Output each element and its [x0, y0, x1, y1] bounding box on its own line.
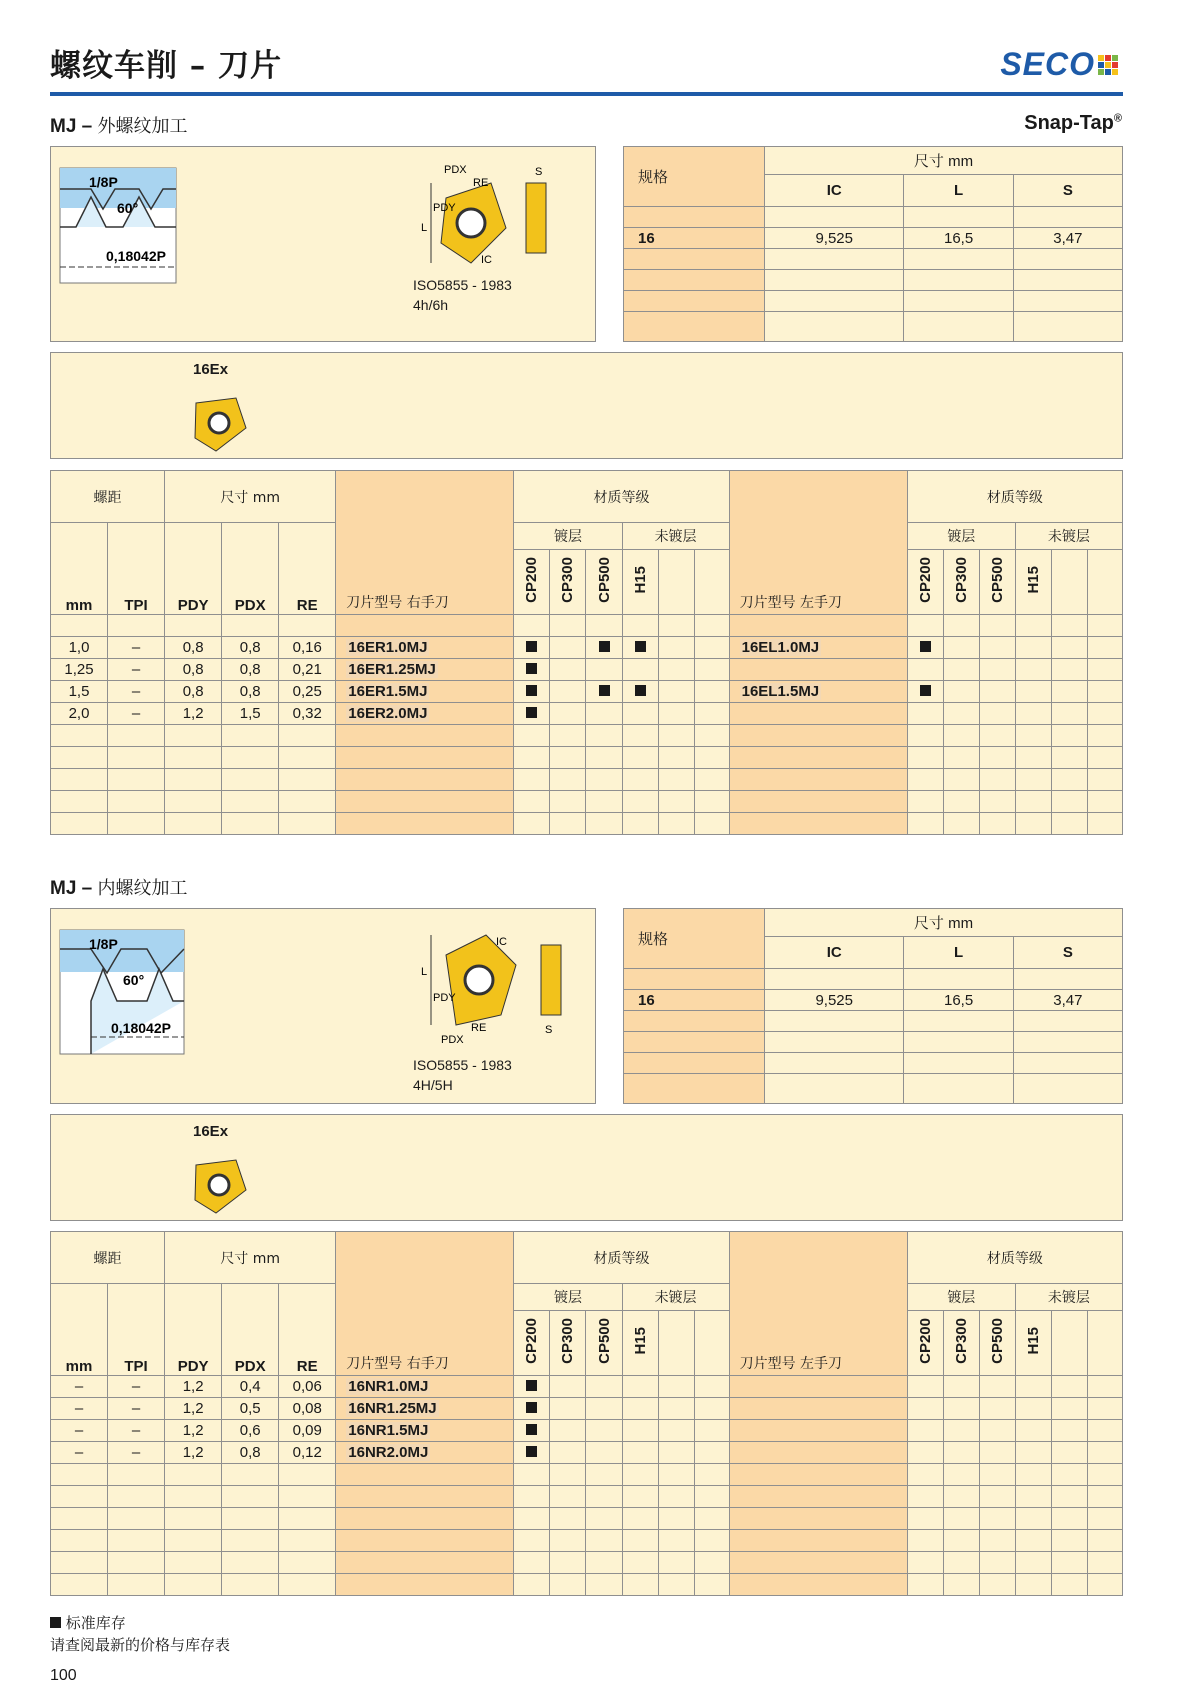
table-row — [51, 747, 1123, 769]
insert-code-left[interactable]: 16EL1.0MJ — [729, 637, 907, 659]
insert-type-panel-internal: 16Ex — [50, 1114, 1123, 1221]
snap-tap-label: Snap-Tap® — [1024, 112, 1122, 134]
insert-code-left — [729, 1398, 907, 1420]
table-row — [51, 725, 1123, 747]
svg-text:0,18042P: 0,18042P — [106, 248, 166, 264]
uncoated-header: 未镀层 — [622, 523, 729, 550]
insert-code-left — [729, 659, 907, 681]
grade-header: CP300 — [559, 557, 577, 603]
table-row — [51, 1552, 1123, 1574]
svg-text:L: L — [421, 966, 428, 978]
pitch-header: 螺距 — [51, 1232, 165, 1284]
insert-code-right[interactable]: 16NR1.5MJ — [336, 1420, 514, 1442]
stock-square-icon — [526, 707, 537, 718]
uncoated-header: 未镀层 — [1015, 1284, 1122, 1311]
table-row: – – 1,2 0,5 0,08 16NR1.25MJ — [51, 1398, 1123, 1420]
svg-text:RE: RE — [473, 177, 489, 189]
dims-header: 尺寸 mm — [165, 471, 336, 523]
grade-header: CP500 — [988, 1318, 1006, 1364]
stock-square-icon — [599, 685, 610, 696]
table-row — [51, 1574, 1123, 1596]
insert-code-right[interactable]: 16ER1.0MJ — [336, 637, 514, 659]
material-header: 材质等级 — [514, 471, 729, 523]
tolerance-class-internal: 4H/5H — [413, 1077, 453, 1093]
table-row: 1,25 – 0,8 0,8 0,21 16ER1.25MJ — [51, 659, 1123, 681]
col-pdx: PDX — [222, 1284, 279, 1376]
stock-square-icon — [526, 1380, 537, 1391]
seco-logo — [1000, 46, 1118, 83]
dims-header: 尺寸 mm — [165, 1232, 336, 1284]
table-row — [51, 1464, 1123, 1486]
stock-square-icon — [635, 685, 646, 696]
left-hand-header: 刀片型号 左手刀 — [729, 1232, 907, 1376]
section-title-external: MJ – 外螺纹加工 — [50, 116, 188, 137]
svg-text:PDY: PDY — [433, 992, 456, 1004]
insert-code-right[interactable]: 16ER1.5MJ — [336, 681, 514, 703]
stock-square-icon — [526, 1424, 537, 1435]
col-re: RE — [279, 1284, 336, 1376]
svg-text:L: L — [421, 222, 428, 234]
col-pdx: PDX — [222, 523, 279, 615]
page-title: 螺纹车削 – 刀片 — [50, 48, 283, 84]
svg-text:IC: IC — [481, 254, 492, 266]
legend: 标准库存 — [50, 1612, 126, 1633]
stock-square-icon — [526, 1402, 537, 1413]
price-stock-note: 请查阅最新的价格与库存表 — [50, 1636, 231, 1654]
dims-group-header: 尺寸 mm — [765, 147, 1123, 175]
left-hand-header: 刀片型号 左手刀 — [729, 471, 907, 615]
insert-code-left — [729, 1442, 907, 1464]
grade-header: CP500 — [988, 557, 1006, 603]
page-number: 100 — [50, 1667, 77, 1684]
insert-code-right[interactable]: 16NR1.25MJ — [336, 1398, 514, 1420]
grade-header: CP200 — [916, 557, 934, 603]
uncoated-header: 未镀层 — [622, 1284, 729, 1311]
insert-code-right[interactable]: 16ER1.25MJ — [336, 659, 514, 681]
stock-square-icon — [526, 663, 537, 674]
table-row — [51, 1508, 1123, 1530]
grade-header: CP300 — [952, 1318, 970, 1364]
table-row: – – 1,2 0,8 0,12 16NR2.0MJ — [51, 1442, 1123, 1464]
table-row — [51, 1530, 1123, 1552]
table-row: – – 1,2 0,4 0,06 16NR1.0MJ — [51, 1376, 1123, 1398]
svg-text:S: S — [545, 1024, 553, 1036]
diagram-panel-external — [50, 146, 596, 342]
spec-header: 规格 — [624, 147, 765, 207]
insert-table-internal — [50, 1231, 1123, 1596]
uncoated-header: 未镀层 — [1015, 523, 1122, 550]
col-tpi: TPI — [108, 523, 165, 615]
insert-drawing-internal — [411, 915, 581, 1045]
svg-text:PDX: PDX — [444, 164, 467, 176]
stock-square-icon — [526, 685, 537, 696]
stock-square-icon — [920, 641, 931, 652]
svg-text:PDX: PDX — [441, 1034, 464, 1045]
insert-code-right[interactable]: 16NR2.0MJ — [336, 1442, 514, 1464]
section-title-internal: MJ – 内螺纹加工 — [50, 878, 188, 899]
iso-standard: ISO5855 - 1983 — [413, 277, 512, 293]
table-row — [51, 769, 1123, 791]
col-mm: mm — [51, 523, 108, 615]
svg-text:PDY: PDY — [433, 202, 456, 214]
svg-text:60°: 60° — [117, 200, 139, 216]
svg-text:IC: IC — [496, 936, 507, 948]
grade-header: H15 — [631, 566, 649, 594]
coated-header: 镀层 — [514, 523, 622, 550]
insert-icon — [191, 393, 251, 453]
right-hand-header: 刀片型号 右手刀 — [336, 1232, 514, 1376]
grade-header: H15 — [631, 1327, 649, 1355]
table-row — [51, 813, 1123, 835]
grade-header: CP200 — [523, 1318, 541, 1364]
stock-square-icon — [599, 641, 610, 652]
table-row — [51, 1486, 1123, 1508]
grade-header: H15 — [1024, 566, 1042, 594]
grade-header: CP500 — [595, 557, 613, 603]
col-pdy: PDY — [165, 1284, 222, 1376]
svg-text:RE: RE — [471, 1022, 487, 1034]
pitch-header: 螺距 — [51, 471, 165, 523]
insert-code-left — [729, 1376, 907, 1398]
insert-table-external — [50, 470, 1123, 835]
col-re: RE — [279, 523, 336, 615]
brand-name: SECO — [1000, 46, 1095, 82]
dimensions-table-external: 规格 尺寸 mm IC L S 16 9,525 16,5 3,47 — [623, 146, 1123, 342]
col-pdy: PDY — [165, 523, 222, 615]
material-header: 材质等级 — [907, 471, 1122, 523]
svg-text:1/8P: 1/8P — [89, 936, 118, 952]
grade-header: CP300 — [559, 1318, 577, 1364]
tolerance-class: 4h/6h — [413, 297, 449, 313]
svg-text:60°: 60° — [123, 972, 145, 988]
coated-header: 镀层 — [907, 1284, 1015, 1311]
insert-code-right[interactable]: 16ER2.0MJ — [336, 703, 514, 725]
coated-header: 镀层 — [514, 1284, 622, 1311]
brand-mark-icon — [1098, 55, 1118, 75]
coated-header: 镀层 — [907, 523, 1015, 550]
grade-header: CP200 — [523, 557, 541, 603]
table-row: 1,0 – 0,8 0,8 0,16 16ER1.0MJ 16EL1.0MJ — [51, 637, 1123, 659]
grade-header: CP300 — [952, 557, 970, 603]
stock-square-icon — [50, 1617, 61, 1628]
stock-square-icon — [526, 641, 537, 652]
table-row: – – 1,2 0,6 0,09 16NR1.5MJ — [51, 1420, 1123, 1442]
right-hand-header: 刀片型号 右手刀 — [336, 471, 514, 615]
diagram-panel-internal — [50, 908, 596, 1104]
table-row — [51, 791, 1123, 813]
table-row: 2,0 – 1,2 1,5 0,32 16ER2.0MJ — [51, 703, 1123, 725]
insert-icon — [191, 1155, 251, 1215]
stock-square-icon — [635, 641, 646, 652]
col-tpi: TPI — [108, 1284, 165, 1376]
stock-square-icon — [920, 685, 931, 696]
grade-header: H15 — [1024, 1327, 1042, 1355]
svg-text:S: S — [535, 166, 543, 178]
iso-standard-internal: ISO5855 - 1983 — [413, 1057, 512, 1073]
insert-code-left — [729, 1420, 907, 1442]
header-divider — [50, 92, 1123, 96]
insert-type-panel-external — [50, 352, 1123, 459]
insert-code-right[interactable]: 16NR1.0MJ — [336, 1376, 514, 1398]
svg-text:1/8P: 1/8P — [89, 174, 118, 190]
svg-text:0,18042P: 0,18042P — [111, 1020, 171, 1036]
grade-header: CP200 — [916, 1318, 934, 1364]
stock-square-icon — [526, 1446, 537, 1457]
col-mm: mm — [51, 1284, 108, 1376]
material-header: 材质等级 — [514, 1232, 729, 1284]
insert-code-left — [729, 703, 907, 725]
grade-header: CP500 — [595, 1318, 613, 1364]
insert-code-left[interactable]: 16EL1.5MJ — [729, 681, 907, 703]
material-header: 材质等级 — [907, 1232, 1122, 1284]
insert-type-label: 16Ex — [193, 361, 229, 378]
insert-drawing-external — [411, 153, 571, 273]
dimensions-table-internal: 规格 尺寸 mm IC L S 16 9,525 16,5 3,47 — [623, 908, 1123, 1104]
table-row: 1,5 – 0,8 0,8 0,25 16ER1.5MJ 16EL1.5MJ — [51, 681, 1123, 703]
